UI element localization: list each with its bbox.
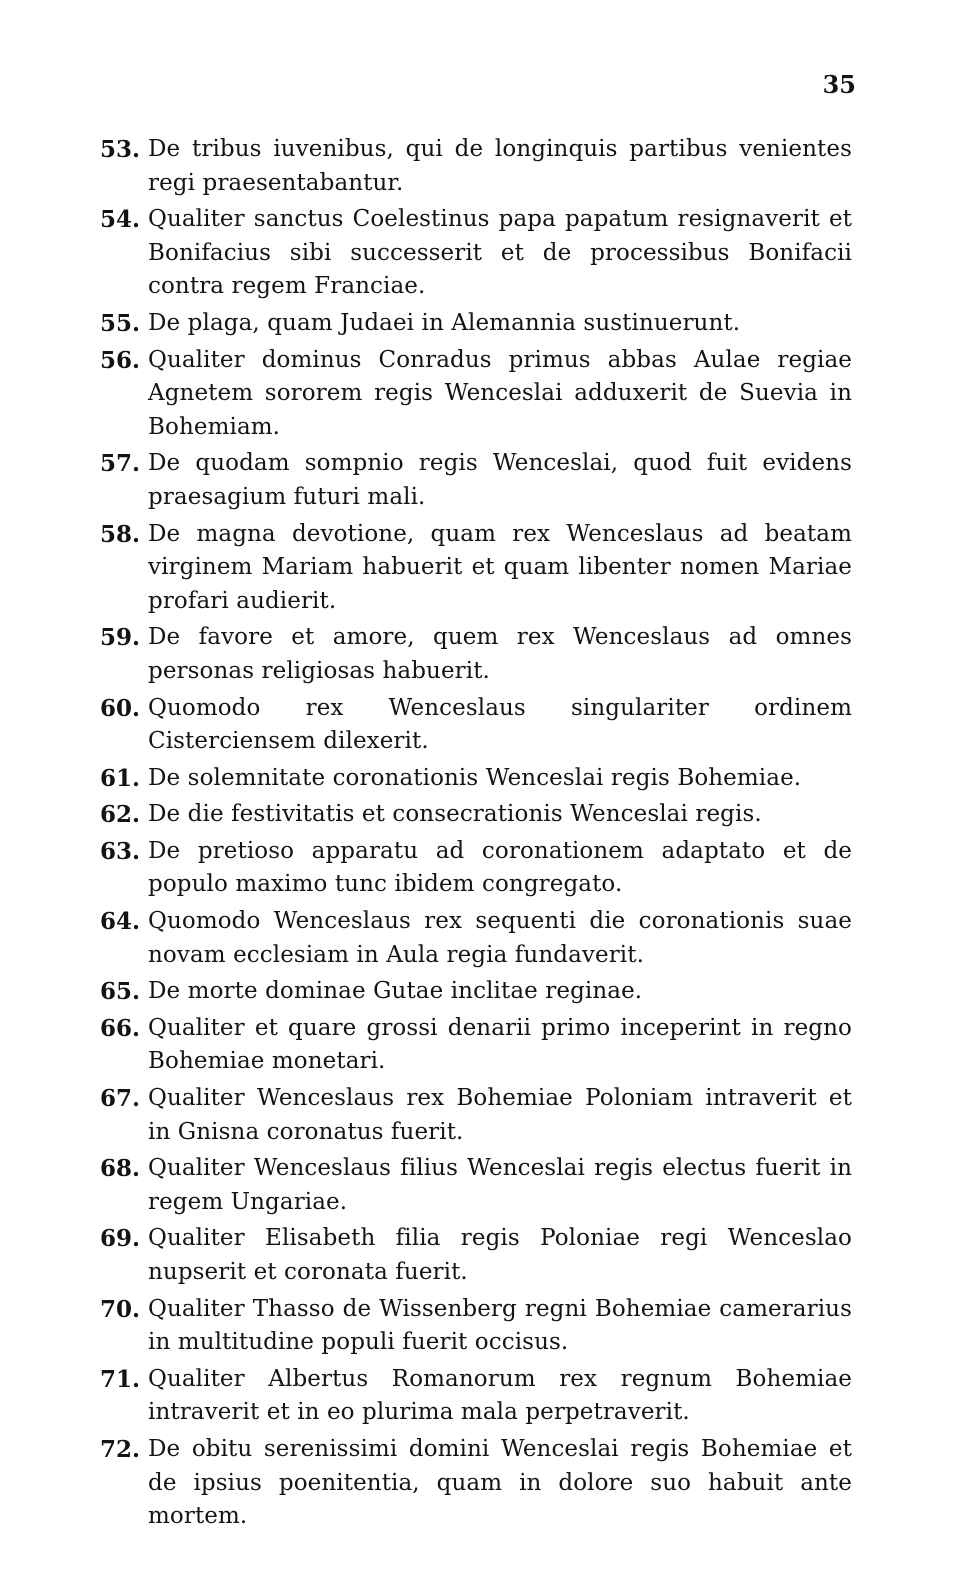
entry-number: 68. <box>100 1155 141 1183</box>
entry-text: Qualiter Wenceslaus rex Bohemiae Poloniam intraverit et in Gnisna coronatus fuerit. <box>148 1085 852 1145</box>
entry-number: 59. <box>100 624 141 652</box>
entry-text: Qualiter sanctus Coelestinus papa papatum resignaverit et Bonifacius sibi successerit et de processibus Bonifacii contra regem Franciae. <box>148 206 852 300</box>
entry-text: Qualiter Elisabeth filia regis Poloniae regi Wenceslao nupserit et coronata fuerit. <box>148 1225 852 1285</box>
entry-text: De plaga, quam Judaei in Alemannia sustinuerunt. <box>148 309 741 336</box>
entry-number: 53. <box>100 136 141 163</box>
list-item <box>100 1152 852 1219</box>
list-item <box>100 1012 852 1079</box>
entry-text: De favore et amore, quem rex Wenceslaus ad omnes personas religiosas habuerit. <box>148 624 852 684</box>
entry-text: De morte dominae Gutae inclitae reginae. <box>148 978 643 1005</box>
list-item <box>100 447 852 514</box>
entry-number: 55. <box>100 309 141 337</box>
entry-number: 65. <box>100 978 141 1006</box>
list-item <box>100 1082 852 1149</box>
entry-number: 54. <box>100 206 141 234</box>
entry-number: 56. <box>100 346 141 374</box>
list-item <box>100 1363 852 1430</box>
entry-text: De die festivitatis et consecrationis Wenceslai regis. <box>148 801 762 828</box>
entry-text: Qualiter Albertus Romanorum rex regnum Bohemiae intraverit et in eo plurima mala perpetraverit. <box>148 1365 852 1426</box>
list-item <box>100 835 852 902</box>
entry-number: 71. <box>100 1365 141 1393</box>
entry-text: De quodam sompnio regis Wenceslai, quod fuit evidens praesagium futuri mali. <box>148 450 852 510</box>
entry-text: Qualiter Wenceslaus filius Wenceslai regis electus fuerit in regem Ungariae. <box>148 1155 852 1215</box>
entry-text: De obitu serenissimi domini Wenceslai regis Bohemiae et de ipsius poenitentia, quam in dolore suo habuit ante mortem. <box>148 1435 852 1530</box>
entry-number: 70. <box>100 1295 141 1323</box>
list-item <box>100 203 852 304</box>
list-item <box>100 307 852 341</box>
list-item <box>100 621 852 688</box>
entry-number: 64. <box>100 908 141 936</box>
list-item <box>100 1433 852 1534</box>
list-item <box>100 798 852 832</box>
entry-number: 61. <box>100 764 141 792</box>
entry-number: 72. <box>100 1435 141 1463</box>
entry-number: 58. <box>100 520 141 548</box>
entry-number: 60. <box>100 694 141 722</box>
entry-text: De pretioso apparatu ad coronationem adaptato et de populo maximo tunc ibidem congregato. <box>148 837 852 898</box>
entry-text: Qualiter Thasso de Wissenberg regni Bohemiae camerarius in multitudine populi fuerit occisus. <box>148 1295 852 1356</box>
entry-number: 63. <box>100 837 141 865</box>
entry-text: Quomodo rex Wenceslaus singulariter ordinem Cisterciensem dilexerit. <box>148 694 852 755</box>
list-item <box>100 1222 852 1289</box>
entry-number: 66. <box>100 1014 141 1042</box>
entry-text: Qualiter dominus Conradus primus abbas Aulae regiae Agnetem sororem regis Wenceslai adduxerit de Suevia in Bohemiam. <box>148 346 852 440</box>
entry-number: 69. <box>100 1225 141 1253</box>
list-item <box>100 905 852 972</box>
entry-text: De solemnitate coronationis Wenceslai regis Bohemiae. <box>148 764 802 791</box>
list-item <box>100 692 852 759</box>
entry-number: 57. <box>100 450 141 478</box>
list-item <box>100 1293 852 1360</box>
list-item <box>100 762 852 796</box>
entry-number: 62. <box>100 801 141 829</box>
entry-text: Quomodo Wenceslaus rex sequenti die coronationis suae novam ecclesiam in Aula regia fundaverit. <box>148 908 852 968</box>
list-item <box>100 344 852 445</box>
entry-text: De magna devotione, quam rex Wenceslaus ad beatam virginem Mariam habuerit et quam libenter nomen Mariae profari audierit. <box>148 520 852 614</box>
page-number: 35 <box>822 70 856 99</box>
chapter-list <box>100 133 852 1537</box>
entry-number: 67. <box>100 1085 141 1113</box>
entry-text: Qualiter et quare grossi denarii primo inceperint in regno Bohemiae monetari. <box>148 1014 852 1075</box>
entry-text: De tribus iuvenibus, qui de longinquis partibus venientes regi praesentabantur. <box>148 136 852 196</box>
list-item <box>100 975 852 1009</box>
list-item <box>100 518 852 619</box>
list-item <box>100 133 852 200</box>
